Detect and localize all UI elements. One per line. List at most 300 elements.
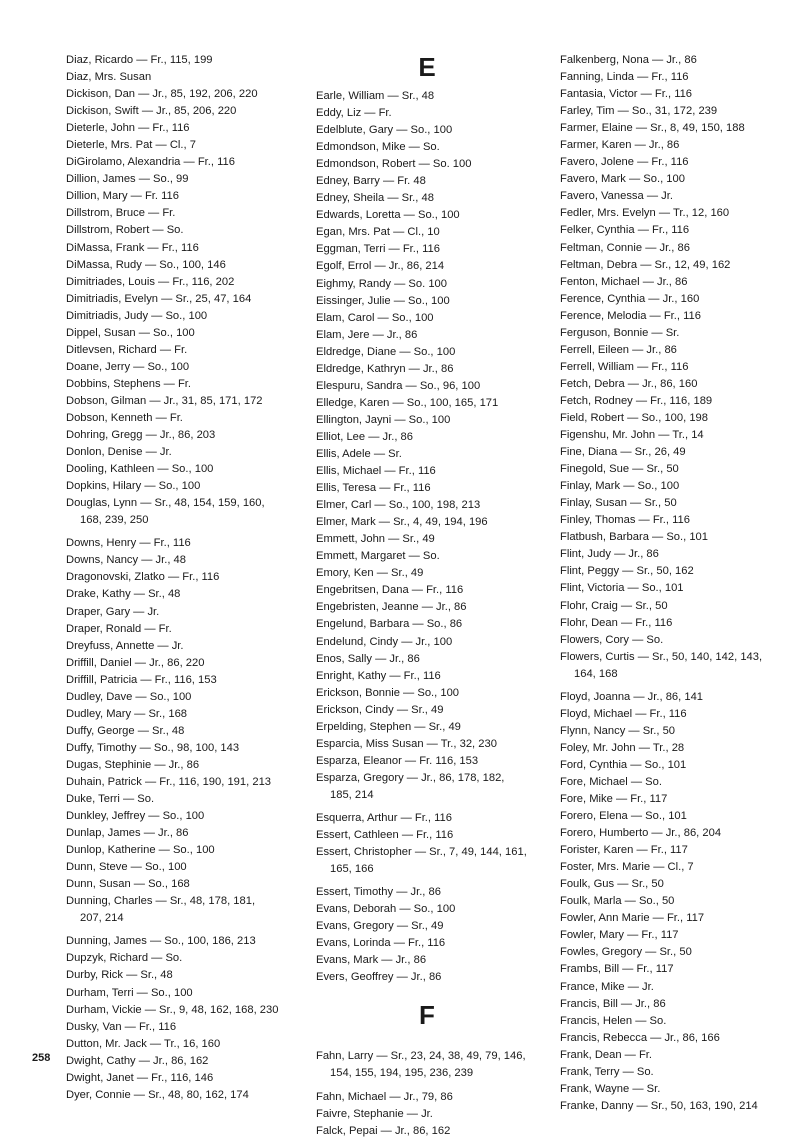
index-entry — [66, 359, 298, 376]
index-entry — [560, 393, 794, 410]
index-entry — [316, 497, 548, 514]
index-entry-text: Ellis, Michael — Fr., 116 — [316, 465, 436, 478]
index-entry-text: Flynn, Nancy — Sr., 50 — [560, 724, 676, 737]
index-entry-text: Fowler, Mary — Fr., 117 — [560, 929, 679, 942]
index-entry-text: Ference, Cynthia — Jr., 160 — [560, 292, 700, 305]
index-entry-text: Eddy, Liz — Fr. — [316, 107, 392, 120]
index-entry-text: Frank, Dean — Fr. — [560, 1048, 653, 1061]
index-entry — [66, 655, 298, 672]
index-entry-text: Durham, Terri — So., 100 — [66, 986, 193, 999]
index-entry-text: Dunn, Susan — So., 168 — [66, 878, 190, 891]
index-entry — [66, 393, 298, 410]
index-entry — [66, 222, 298, 239]
index-entry — [66, 257, 298, 274]
index-entry — [560, 512, 794, 529]
index-entry — [316, 88, 548, 105]
index-entry — [316, 327, 548, 344]
index-entry — [66, 808, 298, 825]
index-column-1 — [66, 52, 298, 1104]
page-number: 258 — [32, 1052, 51, 1064]
index-entry — [560, 52, 794, 69]
index-entry — [316, 446, 548, 463]
index-entry — [66, 171, 298, 188]
index-entry-text: Faivre, Stephanie — Jr. — [316, 1107, 433, 1120]
index-entry — [66, 1070, 298, 1087]
index-entry-text: Ference, Melodia — Fr., 116 — [560, 309, 701, 322]
index-entry-text: Finlay, Susan — Sr., 50 — [560, 497, 677, 510]
index-entry — [316, 548, 548, 565]
index-entry — [66, 1019, 298, 1036]
index-entry — [560, 842, 794, 859]
index-entry — [560, 996, 794, 1013]
index-entry — [560, 1064, 794, 1081]
index-entry-continuation: 164, 168 — [574, 667, 618, 680]
index-entry — [66, 154, 298, 171]
index-entry — [66, 967, 298, 984]
index-entry — [316, 702, 548, 719]
index-entry — [316, 310, 548, 327]
index-entry — [560, 240, 794, 257]
index-entry-text: Evans, Mark — Jr., 86 — [316, 954, 427, 967]
index-entry-text: Fore, Mike — Fr., 117 — [560, 793, 668, 806]
index-entry-text: DiMassa, Frank — Fr., 116 — [66, 241, 199, 254]
index-entry — [560, 410, 794, 427]
index-entry-text: Emory, Ken — Sr., 49 — [316, 567, 424, 580]
index-entry — [66, 1053, 298, 1070]
index-entry — [560, 257, 794, 274]
index-entry — [560, 478, 794, 495]
index-entry-text: Dieterle, John — Fr., 116 — [66, 122, 190, 135]
index-entry-text: Evers, Geoffrey — Jr., 86 — [316, 971, 442, 984]
index-entry — [66, 791, 298, 808]
index-entry-text: Ferguson, Bonnie — Sr. — [560, 326, 680, 339]
index-entry-text: Edwards, Loretta — So., 100 — [316, 209, 460, 222]
index-entry-text: Dunlap, James — Jr., 86 — [66, 827, 189, 840]
index-entry-text: Durham, Vickie — Sr., 9, 48, 162, 168, 230 — [66, 1003, 279, 1016]
index-entry — [316, 827, 548, 844]
index-entry — [316, 1048, 548, 1082]
index-entry-text: Edney, Barry — Fr. 48 — [316, 175, 426, 188]
index-entry-text: Favero, Vanessa — Jr. — [560, 190, 673, 203]
index-entry-text: Dimitriadis, Evelyn — Sr., 25, 47, 164 — [66, 292, 252, 305]
index-entry — [66, 103, 298, 120]
index-entry-text: Egan, Mrs. Pat — Cl., 10 — [316, 226, 440, 239]
index-entry — [316, 918, 548, 935]
index-entry — [316, 1089, 548, 1106]
index-entry-text: Ellington, Jayni — So., 100 — [316, 413, 451, 426]
index-entry-text: Foster, Mrs. Marie — Cl., 7 — [560, 861, 694, 874]
index-entry-text: Fedler, Mrs. Evelyn — Tr., 12, 160 — [560, 207, 730, 220]
index-entry — [560, 1081, 794, 1098]
index-entry-text: Egolf, Errol — Jr., 86, 214 — [316, 260, 445, 273]
index-entry — [316, 156, 548, 173]
index-entry-text: Dillion, James — So., 99 — [66, 173, 189, 186]
index-entry — [316, 480, 548, 497]
index-entry-continuation: 168, 239, 250 — [80, 514, 149, 527]
index-entry-text: Flohr, Dean — Fr., 116 — [560, 616, 673, 629]
index-entry — [66, 985, 298, 1002]
index-entry — [66, 444, 298, 461]
index-entry-text: Floyd, Michael — Fr., 116 — [560, 707, 687, 720]
index-entry-text: Emmett, John — Sr., 49 — [316, 533, 435, 546]
index-entry-text: Eissinger, Julie — So., 100 — [316, 294, 450, 307]
index-entry-text: Ellis, Teresa — Fr., 116 — [316, 482, 431, 495]
index-entry — [66, 205, 298, 222]
index-entry — [66, 1036, 298, 1053]
index-entry-text: Ferrell, William — Fr., 116 — [560, 360, 689, 373]
index-entry — [560, 86, 794, 103]
index-entry-text: Duffy, George — Sr., 48 — [66, 724, 185, 737]
index-entry-text: Dunlop, Katherine — So., 100 — [66, 844, 215, 857]
index-entry-continuation: 185, 214 — [330, 788, 374, 801]
index-entry-text: Fine, Diana — Sr., 26, 49 — [560, 446, 686, 459]
index-entry — [316, 531, 548, 548]
index-entry-text: Flint, Peggy — Sr., 50, 162 — [560, 565, 694, 578]
index-entry-text: Dobson, Gilman — Jr., 31, 85, 171, 172 — [66, 394, 263, 407]
index-entry-text: Essert, Timothy — Jr., 86 — [316, 886, 441, 899]
index-entry — [66, 1087, 298, 1104]
index-entry — [316, 810, 548, 827]
index-entry-text: Eldredge, Diane — So., 100 — [316, 345, 456, 358]
index-entry-text: Dwight, Janet — Fr., 116, 146 — [66, 1071, 214, 1084]
index-entry-text: Diaz, Mrs. Susan — [66, 71, 152, 84]
index-entry-text: Earle, William — Sr., 48 — [316, 90, 435, 102]
index-entry — [316, 719, 548, 736]
index-entry — [66, 376, 298, 393]
index-entry — [66, 120, 298, 137]
index-entry-text: Evans, Deborah — So., 100 — [316, 903, 456, 916]
index-entry — [560, 325, 794, 342]
index-entry-text: Dutton, Mr. Jack — Tr., 16, 160 — [66, 1037, 221, 1050]
index-entry-text: Dudley, Dave — So., 100 — [66, 690, 192, 703]
index-entry-text: Erickson, Cindy — Sr., 49 — [316, 703, 444, 716]
index-entry — [316, 395, 548, 412]
index-entry — [316, 844, 548, 878]
index-entry — [316, 293, 548, 310]
index-entry-text: Essert, Christopher — Sr., 7, 49, 144, 161, — [316, 846, 527, 859]
index-entry-text: Driffill, Daniel — Jr., 86, 220 — [66, 656, 205, 669]
index-entry — [66, 859, 298, 876]
index-entry — [316, 685, 548, 702]
index-entry-text: Forister, Karen — Fr., 117 — [560, 844, 688, 857]
index-entry — [316, 668, 548, 685]
index-entry-continuation: 207, 214 — [80, 912, 124, 925]
index-entry-text: Frank, Terry — So. — [560, 1065, 654, 1078]
index-entry-text: Feltman, Debra — Sr., 12, 49, 162 — [560, 258, 731, 271]
index-entry-text: Flatbush, Barbara — So., 101 — [560, 531, 709, 544]
index-entry — [316, 258, 548, 275]
index-entry-text: Donlon, Denise — Jr. — [66, 446, 172, 459]
index-entry-text: Evans, Gregory — Sr., 49 — [316, 920, 444, 933]
index-entry-text: Douglas, Lynn — Sr., 48, 154, 159, 160, — [66, 497, 265, 510]
index-entry — [66, 893, 298, 927]
index-entry-text: Elam, Jere — Jr., 86 — [316, 328, 418, 341]
index-entry-text: Duffy, Timothy — So., 98, 100, 143 — [66, 741, 240, 754]
index-entry-text: Flowers, Curtis — Sr., 50, 140, 142, 143, — [560, 650, 763, 663]
index-entry-text: Flint, Judy — Jr., 86 — [560, 548, 659, 561]
index-entry — [316, 190, 548, 207]
index-entry-text: Edelblute, Gary — So., 100 — [316, 124, 453, 137]
index-entry — [560, 723, 794, 740]
index-entry-text: Dyer, Connie — Sr., 48, 80, 162, 174 — [66, 1088, 249, 1101]
index-entry-text: Driffill, Patricia — Fr., 116, 153 — [66, 673, 217, 686]
index-entry — [560, 791, 794, 808]
index-entry — [560, 979, 794, 996]
index-entry-text: Elliot, Lee — Jr., 86 — [316, 430, 414, 443]
index-entry — [560, 120, 794, 137]
index-entry — [560, 188, 794, 205]
index-entry-text: Foulk, Gus — Sr., 50 — [560, 878, 664, 891]
index-entry — [316, 616, 548, 633]
index-entry-text: Dimitriades, Louis — Fr., 116, 202 — [66, 275, 235, 288]
index-entry — [316, 1123, 548, 1140]
index-entry-text: Doane, Jerry — So., 100 — [66, 360, 190, 373]
index-entry-text: Evans, Lorinda — Fr., 116 — [316, 937, 446, 950]
index-entry — [560, 461, 794, 478]
index-entry — [316, 582, 548, 599]
index-entry-text: Feltman, Connie — Jr., 86 — [560, 241, 690, 254]
index-entry — [66, 552, 298, 569]
index-entry-text: Elledge, Karen — So., 100, 165, 171 — [316, 396, 499, 409]
index-entry-text: Duke, Terri — So. — [66, 793, 155, 806]
index-entry — [316, 207, 548, 224]
index-entry-text: Dimitriadis, Judy — So., 100 — [66, 309, 208, 322]
index-entry-text: Engebritsen, Dana — Fr., 116 — [316, 584, 464, 597]
index-entry-text: Dwight, Cathy — Jr., 86, 162 — [66, 1054, 209, 1067]
index-entry — [66, 950, 298, 967]
index-entry — [316, 952, 548, 969]
index-entry — [66, 604, 298, 621]
index-entry — [560, 859, 794, 876]
index-entry — [66, 188, 298, 205]
index-entry-text: Engebristen, Jeanne — Jr., 86 — [316, 601, 467, 614]
index-entry — [66, 1002, 298, 1019]
index-entry — [560, 205, 794, 222]
index-entry-text: Esparza, Eleanor — Fr. 116, 153 — [316, 754, 479, 767]
index-entry — [316, 651, 548, 668]
index-entry-text: Fetch, Rodney — Fr., 116, 189 — [560, 394, 713, 407]
index-entry — [560, 598, 794, 615]
index-entry-text: Favero, Mark — So., 100 — [560, 173, 685, 186]
index-entry-text: Figenshu, Mr. John — Tr., 14 — [560, 429, 704, 442]
index-entry-text: Endelund, Cindy — Jr., 100 — [316, 635, 453, 648]
index-entry-text: Forero, Elena — So., 101 — [560, 810, 687, 823]
index-entry — [560, 69, 794, 86]
index-entry-text: Foley, Mr. John — Tr., 28 — [560, 741, 685, 754]
index-entry-text: Diaz, Ricardo — Fr., 115, 199 — [66, 54, 213, 66]
index-entry — [560, 529, 794, 546]
index-entry-text: Esquerra, Arthur — Fr., 116 — [316, 811, 452, 824]
index-entry — [316, 1106, 548, 1123]
index-entry-text: Engelund, Barbara — So., 86 — [316, 618, 463, 631]
index-entry — [316, 565, 548, 582]
index-entry — [560, 706, 794, 723]
index-entry-text: Franke, Danny — Sr., 50, 163, 190, 214 — [560, 1099, 758, 1112]
index-entry-text: Dieterle, Mrs. Pat — Cl., 7 — [66, 139, 196, 152]
index-entry — [560, 1030, 794, 1047]
index-entry-text: Flohr, Craig — Sr., 50 — [560, 599, 668, 612]
index-entry — [560, 580, 794, 597]
index-entry-text: Dippel, Susan — So., 100 — [66, 326, 195, 339]
index-entry-text: Fetch, Debra — Jr., 86, 160 — [560, 377, 698, 390]
index-entry-text: Fanning, Linda — Fr., 116 — [560, 71, 689, 84]
index-entry — [560, 103, 794, 120]
index-entry-text: Dopkins, Hilary — So., 100 — [66, 480, 201, 493]
index-entry — [560, 376, 794, 393]
index-entry-continuation: 165, 166 — [330, 863, 374, 876]
index-entry-text: Fahn, Michael — Jr., 79, 86 — [316, 1090, 453, 1103]
index-entry — [66, 308, 298, 325]
index-entry-text: Esparza, Gregory — Jr., 86, 178, 182, — [316, 771, 505, 784]
index-entry-text: Edmondson, Mike — So. — [316, 141, 440, 154]
section-letter-heading: E — [418, 52, 436, 82]
index-entry-continuation: 154, 155, 194, 195, 236, 239 — [330, 1067, 474, 1080]
index-entry-text: Francis, Rebecca — Jr., 86, 166 — [560, 1031, 720, 1044]
index-entry-text: Elespuru, Sandra — So., 96, 100 — [316, 379, 481, 392]
index-entry — [66, 825, 298, 842]
index-entry — [316, 770, 548, 804]
index-entry — [560, 427, 794, 444]
index-entry — [66, 689, 298, 706]
index-entry-text: Dreyfuss, Annette — Jr. — [66, 639, 184, 652]
index-entry-text: DiGirolamo, Alexandria — Fr., 116 — [66, 156, 235, 169]
index-entry — [316, 412, 548, 429]
index-entry — [66, 672, 298, 689]
index-entry — [560, 944, 794, 961]
index-entry-text: Frank, Wayne — Sr. — [560, 1082, 661, 1095]
index-entry-text: Fantasia, Victor — Fr., 116 — [560, 88, 693, 101]
index-entry-text: Dunning, Charles — Sr., 48, 178, 181, — [66, 895, 256, 908]
index-entry-text: Dohring, Gregg — Jr., 86, 203 — [66, 429, 216, 442]
index-entry — [560, 546, 794, 563]
index-entry-text: Falck, Pepai — Jr., 86, 162 — [316, 1124, 451, 1137]
index-entry — [66, 274, 298, 291]
index-entry-text: Eighmy, Randy — So. 100 — [316, 277, 447, 290]
index-entry — [66, 410, 298, 427]
index-entry-text: Dickison, Swift — Jr., 85, 206, 220 — [66, 105, 237, 118]
index-entry-text: DiMassa, Rudy — So., 100, 146 — [66, 258, 226, 271]
index-entry — [560, 444, 794, 461]
index-entry — [560, 359, 794, 376]
index-entry — [560, 825, 794, 842]
index-entry — [316, 224, 548, 241]
index-entry-text: Ford, Cynthia — So., 101 — [560, 758, 687, 771]
index-column-3 — [560, 52, 794, 1115]
index-entry — [560, 876, 794, 893]
index-entry — [316, 514, 548, 531]
index-entry — [66, 740, 298, 757]
index-entry-text: Elmer, Carl — So., 100, 198, 213 — [316, 499, 481, 512]
index-entry-text: Draper, Gary — Jr. — [66, 605, 160, 618]
index-entry — [316, 276, 548, 293]
index-entry — [560, 1047, 794, 1064]
index-entry — [316, 105, 548, 122]
index-entry — [560, 342, 794, 359]
index-entry — [66, 774, 298, 791]
index-entry-text: Farley, Tim — So., 31, 172, 239 — [560, 105, 718, 118]
index-entry — [316, 753, 548, 770]
index-entry-text: Draper, Ronald — Fr. — [66, 622, 172, 635]
index-entry — [66, 933, 298, 950]
index-entry-text: Felker, Cynthia — Fr., 116 — [560, 224, 690, 237]
index-entry — [66, 876, 298, 893]
index-entry-text: Field, Robert — So., 100, 198 — [560, 411, 709, 424]
index-entry — [316, 969, 548, 986]
index-entry — [66, 723, 298, 740]
index-entry-text: Dunning, James — So., 100, 186, 213 — [66, 935, 256, 948]
index-entry-text: Fowler, Ann Marie — Fr., 117 — [560, 912, 705, 925]
index-entry — [316, 884, 548, 901]
index-entry-text: Downs, Nancy — Jr., 48 — [66, 554, 186, 567]
index-entry-text: Duhain, Patrick — Fr., 116, 190, 191, 213 — [66, 775, 272, 788]
index-entry — [66, 757, 298, 774]
index-entry — [66, 52, 298, 69]
index-entry-text: Elam, Carol — So., 100 — [316, 311, 434, 324]
index-entry — [316, 361, 548, 378]
index-entry-text: Francis, Helen — So. — [560, 1014, 667, 1027]
index-entry — [316, 139, 548, 156]
index-entry — [316, 122, 548, 139]
index-entry-text: Fahn, Larry — Sr., 23, 24, 38, 49, 79, 146, — [316, 1050, 526, 1063]
index-entry-text: Erpelding, Stephen — Sr., 49 — [316, 720, 461, 733]
index-entry-text: Fenton, Michael — Jr., 86 — [560, 275, 688, 288]
index-entry — [66, 461, 298, 478]
index-entry — [560, 774, 794, 791]
index-entry-text: Elmer, Mark — Sr., 4, 49, 194, 196 — [316, 516, 488, 529]
index-entry — [560, 222, 794, 239]
index-entry — [66, 69, 298, 86]
index-entry — [66, 586, 298, 603]
index-entry-text: Enright, Kathy — Fr., 116 — [316, 669, 441, 682]
index-entry-text: Emmett, Margaret — So. — [316, 550, 440, 563]
index-entry — [66, 842, 298, 859]
index-entry — [560, 291, 794, 308]
index-entry — [66, 621, 298, 638]
index-entry-text: Dobson, Kenneth — Fr. — [66, 411, 183, 424]
index-entry-text: Francis, Bill — Jr., 86 — [560, 997, 666, 1010]
index-entry — [560, 615, 794, 632]
index-entry-text: Drake, Kathy — Sr., 48 — [66, 588, 181, 601]
index-entry — [316, 344, 548, 361]
index-entry — [316, 173, 548, 190]
index-entry — [316, 901, 548, 918]
index-entry — [316, 935, 548, 952]
index-entry-text: Forero, Humberto — Jr., 86, 204 — [560, 827, 722, 840]
index-entry — [560, 757, 794, 774]
index-entry-text: Dunkley, Jeffrey — So., 100 — [66, 810, 205, 823]
index-entry — [66, 342, 298, 359]
index-entry-text: Edney, Sheila — Sr., 48 — [316, 192, 434, 205]
index-entry-text: Dillstrom, Robert — So. — [66, 224, 184, 237]
index-entry — [560, 1098, 794, 1115]
index-entry — [560, 171, 794, 188]
index-entry-text: Eldredge, Kathryn — Jr., 86 — [316, 362, 454, 375]
index-entry — [66, 706, 298, 723]
index-entry — [560, 649, 794, 683]
index-entry-text: Fore, Michael — So. — [560, 775, 662, 788]
index-entry-text: Dooling, Kathleen — So., 100 — [66, 463, 214, 476]
index-entry — [560, 927, 794, 944]
index-entry-text: Dupzyk, Richard — So. — [66, 952, 183, 965]
index-entry-text: Ellis, Adele — Sr. — [316, 447, 402, 460]
index-entry-text: Favero, Jolene — Fr., 116 — [560, 156, 689, 169]
index-entry — [560, 308, 794, 325]
index-entry — [66, 638, 298, 655]
index-entry — [560, 154, 794, 171]
index-entry-text: Finley, Thomas — Fr., 116 — [560, 514, 690, 527]
index-entry-text: Flowers, Cory — So. — [560, 633, 664, 646]
index-entry-text: Dragonovski, Zlatko — Fr., 116 — [66, 571, 220, 584]
